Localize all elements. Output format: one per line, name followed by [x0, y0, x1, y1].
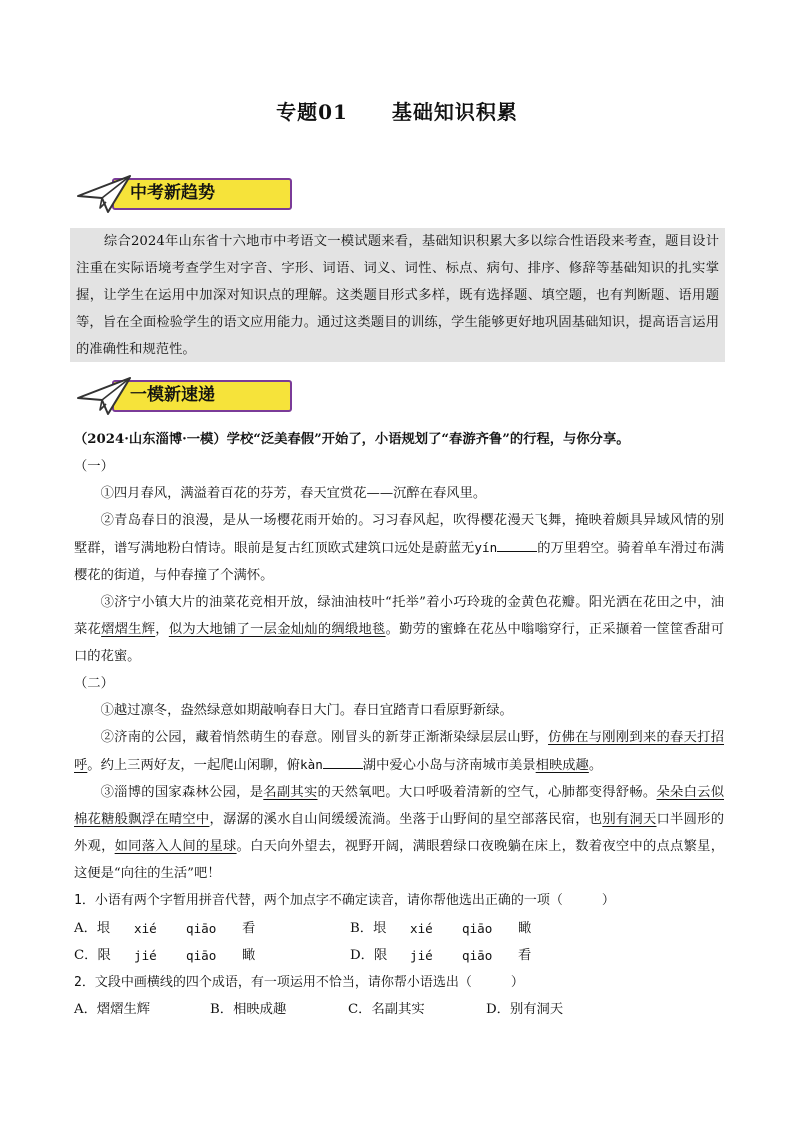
- reading-passage: [74, 426, 724, 914]
- q1-option-d[interactable]: D．限: [350, 948, 388, 963]
- part-one-heading: （一）: [74, 459, 114, 474]
- question-options: [74, 915, 724, 1025]
- q1-option-a[interactable]: A．垠: [74, 921, 111, 936]
- q2-option-d[interactable]: D．别有洞天: [486, 1002, 564, 1017]
- title-main: 专题01: [276, 100, 348, 124]
- paper-plane-icon: [74, 374, 134, 418]
- fill-blank[interactable]: [497, 537, 537, 552]
- part-one-para-1: ①四月春风，满溢着百花的芬芳，春天宜赏花——沉醉在春风里。: [100, 486, 487, 501]
- underlined-sentence: 似为大地铺了一层金灿灿的绸缎地毯: [168, 622, 386, 637]
- idiom-bieyoudongtian: 别有洞天: [602, 812, 657, 827]
- source-line: （2024·山东淄博·一模）学校“泛美春假”开始了，小语规划了“春游齐鲁”的行程，与你分享。: [74, 432, 630, 447]
- q1-option-c[interactable]: C．限: [74, 948, 111, 963]
- pinyin-yin: yín: [474, 540, 498, 555]
- section-header-trend: [74, 172, 264, 216]
- q1-option-row: C．限 jié qiāo 瞰 D．限 jié qiāo 看: [74, 942, 724, 969]
- part-two-para-2: ②济南的公园，藏着悄然萌生的春意。刚冒头的新芽正渐渐染绿层层山野，仿佛在与刚刚到来的春天打招呼。约上三两好友，一起爬山闲聊，俯kàn 湖中爱心小岛与济南城市美景相映成趣。: [74, 730, 725, 773]
- part-two-para-3: ③淄博的国家森林公园，是名副其实的天然氧吧。大口呼吸着清新的空气，心肺都变得舒畅。朵朵白云似棉花糖般飘浮在晴空中，潺潺的溪水自山间缓缓流淌。坐落于山野间的星空部落民宿，也别有洞天口半圆形的外观，如同落入人间的星球。白天向外望去，视野开阔，满眼碧绿口夜晚躺在床上，数着夜空中的点点繁星，这便是“向往的生活”吧！: [74, 785, 725, 881]
- question-2-stem-row: [74, 969, 724, 996]
- underlined-sentence: 朵朵白云似棉花糖般飘浮在晴空中: [74, 785, 725, 827]
- title-sub: 基础知识积累: [391, 100, 518, 124]
- idiom-mingfuqishi: 名副其实: [263, 785, 318, 800]
- idiom-yiyishenghui: 熠熠生辉: [101, 622, 156, 637]
- q2-option-c[interactable]: C．名副其实: [348, 1002, 425, 1017]
- idiom-xiangyingchengqu: 相映成趣: [535, 758, 589, 773]
- q1-option-row: A．垠 xié qiāo 看 B．垠 xié qiāo 瞰: [74, 915, 724, 942]
- section-label-mock: 一模新速递: [130, 385, 215, 405]
- part-two-para-1: ①越过凛冬，盎然绿意如期敲响春日大门。春日宜踏青口看原野新绿。: [100, 703, 513, 718]
- paper-plane-icon: [74, 172, 134, 216]
- question-1-stem: 1．小语有两个字暂用拼音代替，两个加点字不确定读音，请你帮他选出正确的一项（ ）: [74, 893, 615, 908]
- q1-option-b[interactable]: B．垠: [350, 921, 387, 936]
- page-title: [0, 96, 794, 125]
- q2-option-b[interactable]: B．相映成趣: [210, 1002, 287, 1017]
- part-one-para-2: ②青岛春日的浪漫，是从一场樱花雨开始的。习习春风起，吹得樱花漫天飞舞，掩映着颇具异域风情的别墅群，谱写满地粉白情诗。眼前是复古红顶欧式建筑口远处是蔚蓝无yín 的万里碧空。骑着单车滑过布满樱花的街道，与仲春撞了个满怀。: [74, 513, 725, 583]
- trend-text: 综合2024年山东省十六地市中考语文一模试题来看，基础知识积累大多以综合性语段来考查，题目设计注重在实际语境考查学生对字音、字形、词语、词义、词性、标点、病句、排序、修辞等基础知识的扎实掌握，让学生在运用中加深对知识点的理解。这类题目形式多样，既有选择题、填空题，也有判断题、语用题等，旨在全面检验学生的语文应用能力。通过这类题目的训练，学生能够更好地巩固基础知识，提高语言运用的准确性和规范性。: [76, 234, 719, 357]
- fill-blank[interactable]: [323, 754, 363, 769]
- q2-option-a[interactable]: A．熠熠生辉: [74, 1002, 151, 1017]
- section-header-mock: [74, 374, 264, 418]
- pinyin-kan: kàn: [300, 757, 323, 772]
- part-two-heading: （二）: [74, 676, 114, 691]
- question-2-stem: 2．文段中画横线的四个成语，有一项运用不恰当，请你帮小语选出（ ）: [74, 975, 524, 990]
- section-label-trend: 中考新趋势: [130, 183, 215, 203]
- part-one-para-3: ③济宁小镇大片的油菜花竞相开放，绿油油枝叶“托举”着小巧玲珑的金黄色花瓣。阳光洒在花田之中，油菜花熠熠生辉，似为大地铺了一层金灿灿的绸缎地毯。勤劳的蜜蜂在花丛中嗡嗡穿行，正采撷着一筐筐香甜可口的花蜜。: [74, 595, 724, 664]
- underlined-sentence: 如同落入人间的星球: [114, 839, 237, 854]
- underlined-sentence: 仿佛在与刚刚到来的春天打招呼: [74, 730, 725, 773]
- q2-option-row: [74, 996, 724, 1023]
- trend-summary: [70, 228, 725, 362]
